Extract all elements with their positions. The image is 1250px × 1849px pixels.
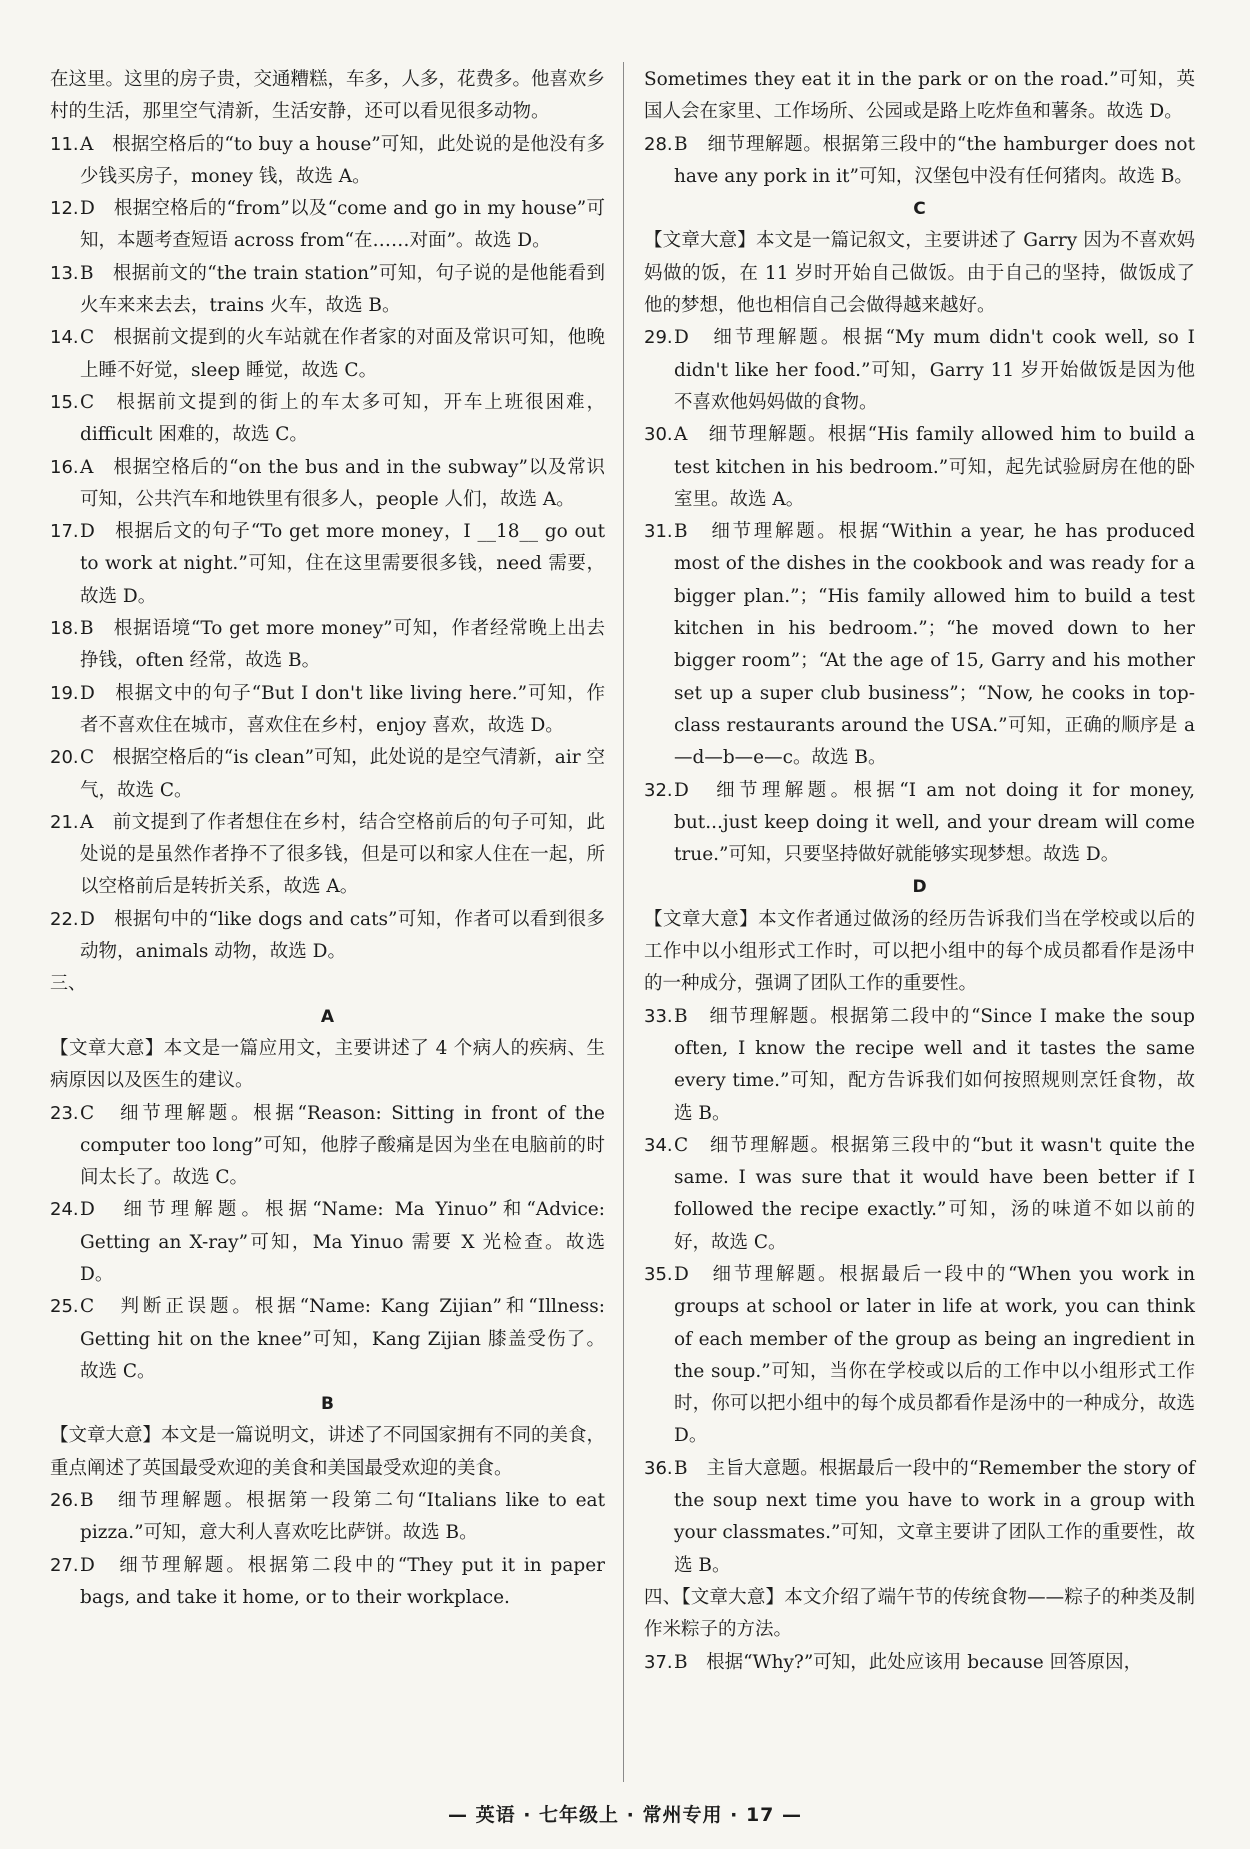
question-number: 33. — [644, 1005, 673, 1027]
question-number: 12. — [50, 198, 79, 220]
answer-explanation: A 细节理解题。根据“His family allowed him to build a test kitchen in his bedroom.”可知，起先试验厨房在他的卧室里。故选 A。 — [674, 424, 1195, 510]
answer-item — [50, 1098, 605, 1195]
answer-explanation: C 判断正误题。根据“Name: Kang Zijian”和“Illness: Getting hit on the knee”可知，Kang Zijian 膝盖受伤了。故选 C。 — [80, 1296, 605, 1382]
question-number: 27. — [50, 1554, 79, 1576]
answer-explanation: C 根据前文提到的火车站就在作者家的对面及常识可知，他晚上睡不好觉，sleep 睡觉，故选 C。 — [80, 327, 605, 381]
answer-explanation: D 细节理解题。根据最后一段中的“When you work in groups at school or later in life at work, you can think of each member of the group as being an ingredient in the soup.”可知，当你在学校或以后的工作中以小组形式工作时，你可以把小组中的每个成员都看作是汤中的一种成分，故选 D。 — [674, 1263, 1195, 1447]
question-number: 34. — [644, 1134, 673, 1156]
answer-explanation: B 细节理解题。根据第一段第二句“Italians like to eat pizza.”可知，意大利人喜欢吃比萨饼。故选 B。 — [80, 1490, 605, 1544]
answer-item — [50, 516, 605, 613]
answer-item — [644, 322, 1195, 419]
part-a-summary: 【文章大意】本文是一篇应用文，主要讲述了 4 个病人的疾病、生病原因以及医生的建议。 — [50, 1037, 605, 1092]
question-number: 35. — [644, 1263, 673, 1285]
answer-item — [644, 129, 1195, 194]
question-number: 31. — [644, 521, 673, 543]
answer-item — [644, 1130, 1195, 1259]
answer-list-11-22 — [50, 129, 605, 969]
right-column — [644, 64, 1195, 1679]
part-b-heading: B — [321, 1394, 334, 1415]
answer-item — [50, 452, 605, 517]
answer-explanation: A 根据空格后的“to buy a house”可知，此处说的是他没有多少钱买房子，money 钱，故选 A。 — [80, 133, 605, 187]
question-number: 14. — [50, 327, 79, 349]
answer-item — [50, 1550, 605, 1615]
answer-list-37 — [644, 1647, 1195, 1679]
question-number: 20. — [50, 747, 79, 769]
answer-explanation: D 根据空格后的“from”以及“come and go in my house”可知，本题考查短语 across from“在……对面”。故选 D。 — [80, 198, 605, 252]
answer-explanation: B 根据前文的“the train station”可知，句子说的是他能看到火车来来去去，trains 火车，故选 B。 — [80, 262, 605, 317]
answer-item — [644, 516, 1195, 774]
answer-item — [50, 387, 605, 452]
answer-item — [50, 193, 605, 258]
answer-item — [644, 775, 1195, 872]
answer-explanation: D 细节理解题。根据“I am not doing it for money, but...just keep doing it well, and your dream will come true.”可知，只要坚持做好就能够实现梦想。故选 D。 — [674, 779, 1195, 866]
answer-explanation: A 根据空格后的“on the bus and in the subway”以及常识可知，公共汽车和地铁里有很多人，people 人们，故选 A。 — [80, 456, 605, 510]
answer-item — [50, 258, 605, 323]
answer-explanation: A 前文提到了作者想住在乡村，结合空格前后的句子可知，此处说的是虽然作者挣不了很多钱，但是可以和家人住在一起，所以空格前后是转折关系，故选 A。 — [80, 811, 605, 898]
part-d-answer-list — [644, 1001, 1195, 1582]
page-footer: — 英语 · 七年级上 · 常州专用 · 17 — — [447, 1804, 802, 1826]
question-number: 16. — [50, 456, 79, 478]
answer-explanation: B 根据语境“To get more money”可知，作者经常晚上出去挣钱，often 经常，故选 B。 — [80, 618, 605, 672]
part-a-answer-list — [50, 1098, 605, 1389]
section-four-summary: 四、【文章大意】本文介绍了端午节的传统食物——粽子的种类及制作米粽子的方法。 — [644, 1586, 1195, 1641]
answer-explanation: C 根据空格后的“is clean”可知，此处说的是空气清新，air 空气，故选 C。 — [80, 747, 605, 801]
question-number: 19. — [50, 682, 79, 704]
question-number: 22. — [50, 908, 79, 930]
answer-explanation: B 细节理解题。根据“Within a year, he has produced most of the dishes in the cookbook and was ready for a bigger plan.”；“His family allowed him to build a test kitchen in his bedroom.”；“he moved down to her bigger room”；“At the age of 15, Garry and his mother set up a super club business”；“Now, he cooks in top-class restaurants around the USA.”可知，正确的顺序是 a—d—b—e—c。故选 B。 — [674, 521, 1195, 769]
part-b-answer-list — [50, 1485, 605, 1614]
answer-item — [50, 678, 605, 743]
answer-item — [50, 742, 605, 807]
question-number: 11. — [50, 133, 79, 155]
question-number: 36. — [644, 1457, 673, 1479]
part-c-summary: 【文章大意】本文是一篇记叙文，主要讲述了 Garry 因为不喜欢妈妈做的饭，在 11 岁时开始自己做饭。由于自己的坚持，做饭成了他的梦想，他也相信自己会做得越来越好。 — [644, 230, 1195, 317]
question-number: 24. — [50, 1199, 79, 1221]
intro-paragraph: 在这里。这里的房子贵，交通糟糕，车多，人多，花费多。他喜欢乡村的生活，那里空气清新，生活安静，还可以看见很多动物。 — [50, 69, 606, 123]
answer-item — [644, 419, 1195, 516]
question-number: 25. — [50, 1296, 79, 1318]
question-number: 13. — [50, 262, 79, 284]
answer-explanation: C 细节理解题。根据“Reason: Sitting in front of the computer too long”可知，他脖子酸痛是因为坐在电脑前的时间太长了。故选 C。 — [80, 1102, 605, 1189]
answer-item — [50, 1485, 605, 1550]
answer-item — [644, 1001, 1195, 1130]
answer-explanation: C 根据前文提到的街上的车太多可知，开车上班很困难，difficult 困难的，故选 C。 — [80, 391, 605, 446]
column-divider — [623, 62, 624, 1782]
part-a-heading: A — [320, 1006, 335, 1027]
answer-list-28 — [644, 129, 1195, 194]
question-number: 26. — [50, 1490, 79, 1512]
answer-item — [644, 1647, 1195, 1679]
answer-explanation: D 根据文中的句子“But I don't like living here.”可知，作者不喜欢住在城市，喜欢住在乡村，enjoy 喜欢，故选 D。 — [80, 682, 605, 736]
continuation-paragraph: Sometimes they eat it in the park or on the road.”可知，英国人会在家里、工作场所、公园或是路上吃炸鱼和薯条。故选 D。 — [644, 69, 1195, 123]
answer-explanation: D 根据句中的“like dogs and cats”可知，作者可以看到很多动物，animals 动物，故选 D。 — [80, 908, 605, 963]
question-number: 28. — [644, 133, 673, 155]
question-number: 29. — [644, 327, 673, 349]
question-number: 23. — [50, 1102, 79, 1124]
question-number: 37. — [644, 1651, 673, 1673]
question-number: 18. — [50, 618, 79, 640]
part-d-summary: 【文章大意】本文作者通过做汤的经历告诉我们当在学校或以后的工作中以小组形式工作时，可以把小组中的每个成员都看作是汤中的一种成分，强调了团队工作的重要性。 — [644, 908, 1195, 995]
question-number: 32. — [644, 779, 673, 801]
answer-explanation: C 细节理解题。根据第三段中的“but it wasn't quite the same. I was sure that it would have been better if I followed the recipe exactly.”可知，汤的味道不如以前的好，故选 C。 — [674, 1134, 1195, 1253]
answer-item — [50, 613, 605, 678]
answer-item — [50, 1194, 605, 1291]
answer-explanation: D 细节理解题。根据“My mum didn't cook well, so I didn't like her food.”可知，Garry 11 岁开始做饭是因为他不喜欢他妈妈做的食物。 — [674, 327, 1195, 413]
question-number: 21. — [50, 811, 79, 833]
question-number: 15. — [50, 391, 79, 413]
answer-item — [644, 1259, 1195, 1453]
part-d-heading: D — [912, 877, 927, 898]
answer-explanation: B 细节理解题。根据第三段中的“the hamburger does not have any pork in it”可知，汉堡包中没有任何猪肉。故选 B。 — [674, 133, 1195, 187]
answer-explanation: D 根据后文的句子“To get more money，I __18__ go out to work at night.”可知，住在这里需要很多钱，need 需要，故选 D。 — [80, 521, 605, 607]
question-number: 30. — [644, 424, 673, 446]
question-number: 17. — [50, 521, 79, 543]
answer-item — [50, 1291, 605, 1388]
part-b-summary: 【文章大意】本文是一篇说明文，讲述了不同国家拥有不同的美食，重点阐述了英国最受欢迎的美食和美国最受欢迎的美食。 — [50, 1425, 606, 1479]
answer-item — [50, 322, 605, 387]
answer-item — [50, 904, 605, 969]
section-three-heading: 三、 — [50, 973, 86, 995]
answer-explanation: D 细节理解题。根据“Name: Ma Yinuo”和“Advice: Getting an X-ray”可知，Ma Yinuo 需要 X 光检查。故选 D。 — [80, 1199, 605, 1285]
answer-item — [50, 129, 605, 194]
answer-explanation: B 细节理解题。根据第二段中的“Since I make the soup often, I know the recipe well and it tastes the same every time.”可知，配方告诉我们如何按照规则烹饪食物，故选 B。 — [674, 1005, 1195, 1124]
answer-item — [644, 1453, 1195, 1582]
answer-explanation: B 主旨大意题。根据最后一段中的“Remember the story of the soup next time you have to work in a group with your classmates.”可知，文章主要讲了团队工作的重要性，故选 B。 — [674, 1457, 1195, 1576]
part-c-answer-list — [644, 322, 1195, 871]
answer-item — [50, 807, 605, 904]
left-column — [50, 64, 605, 1614]
answer-explanation: D 细节理解题。根据第二段中的“They put it in paper bags, and take it home, or to their workplace. — [80, 1554, 605, 1608]
part-c-heading: C — [913, 199, 926, 220]
answer-explanation: B 根据“Why?”可知，此处应该用 because 回答原因， — [674, 1651, 1143, 1673]
